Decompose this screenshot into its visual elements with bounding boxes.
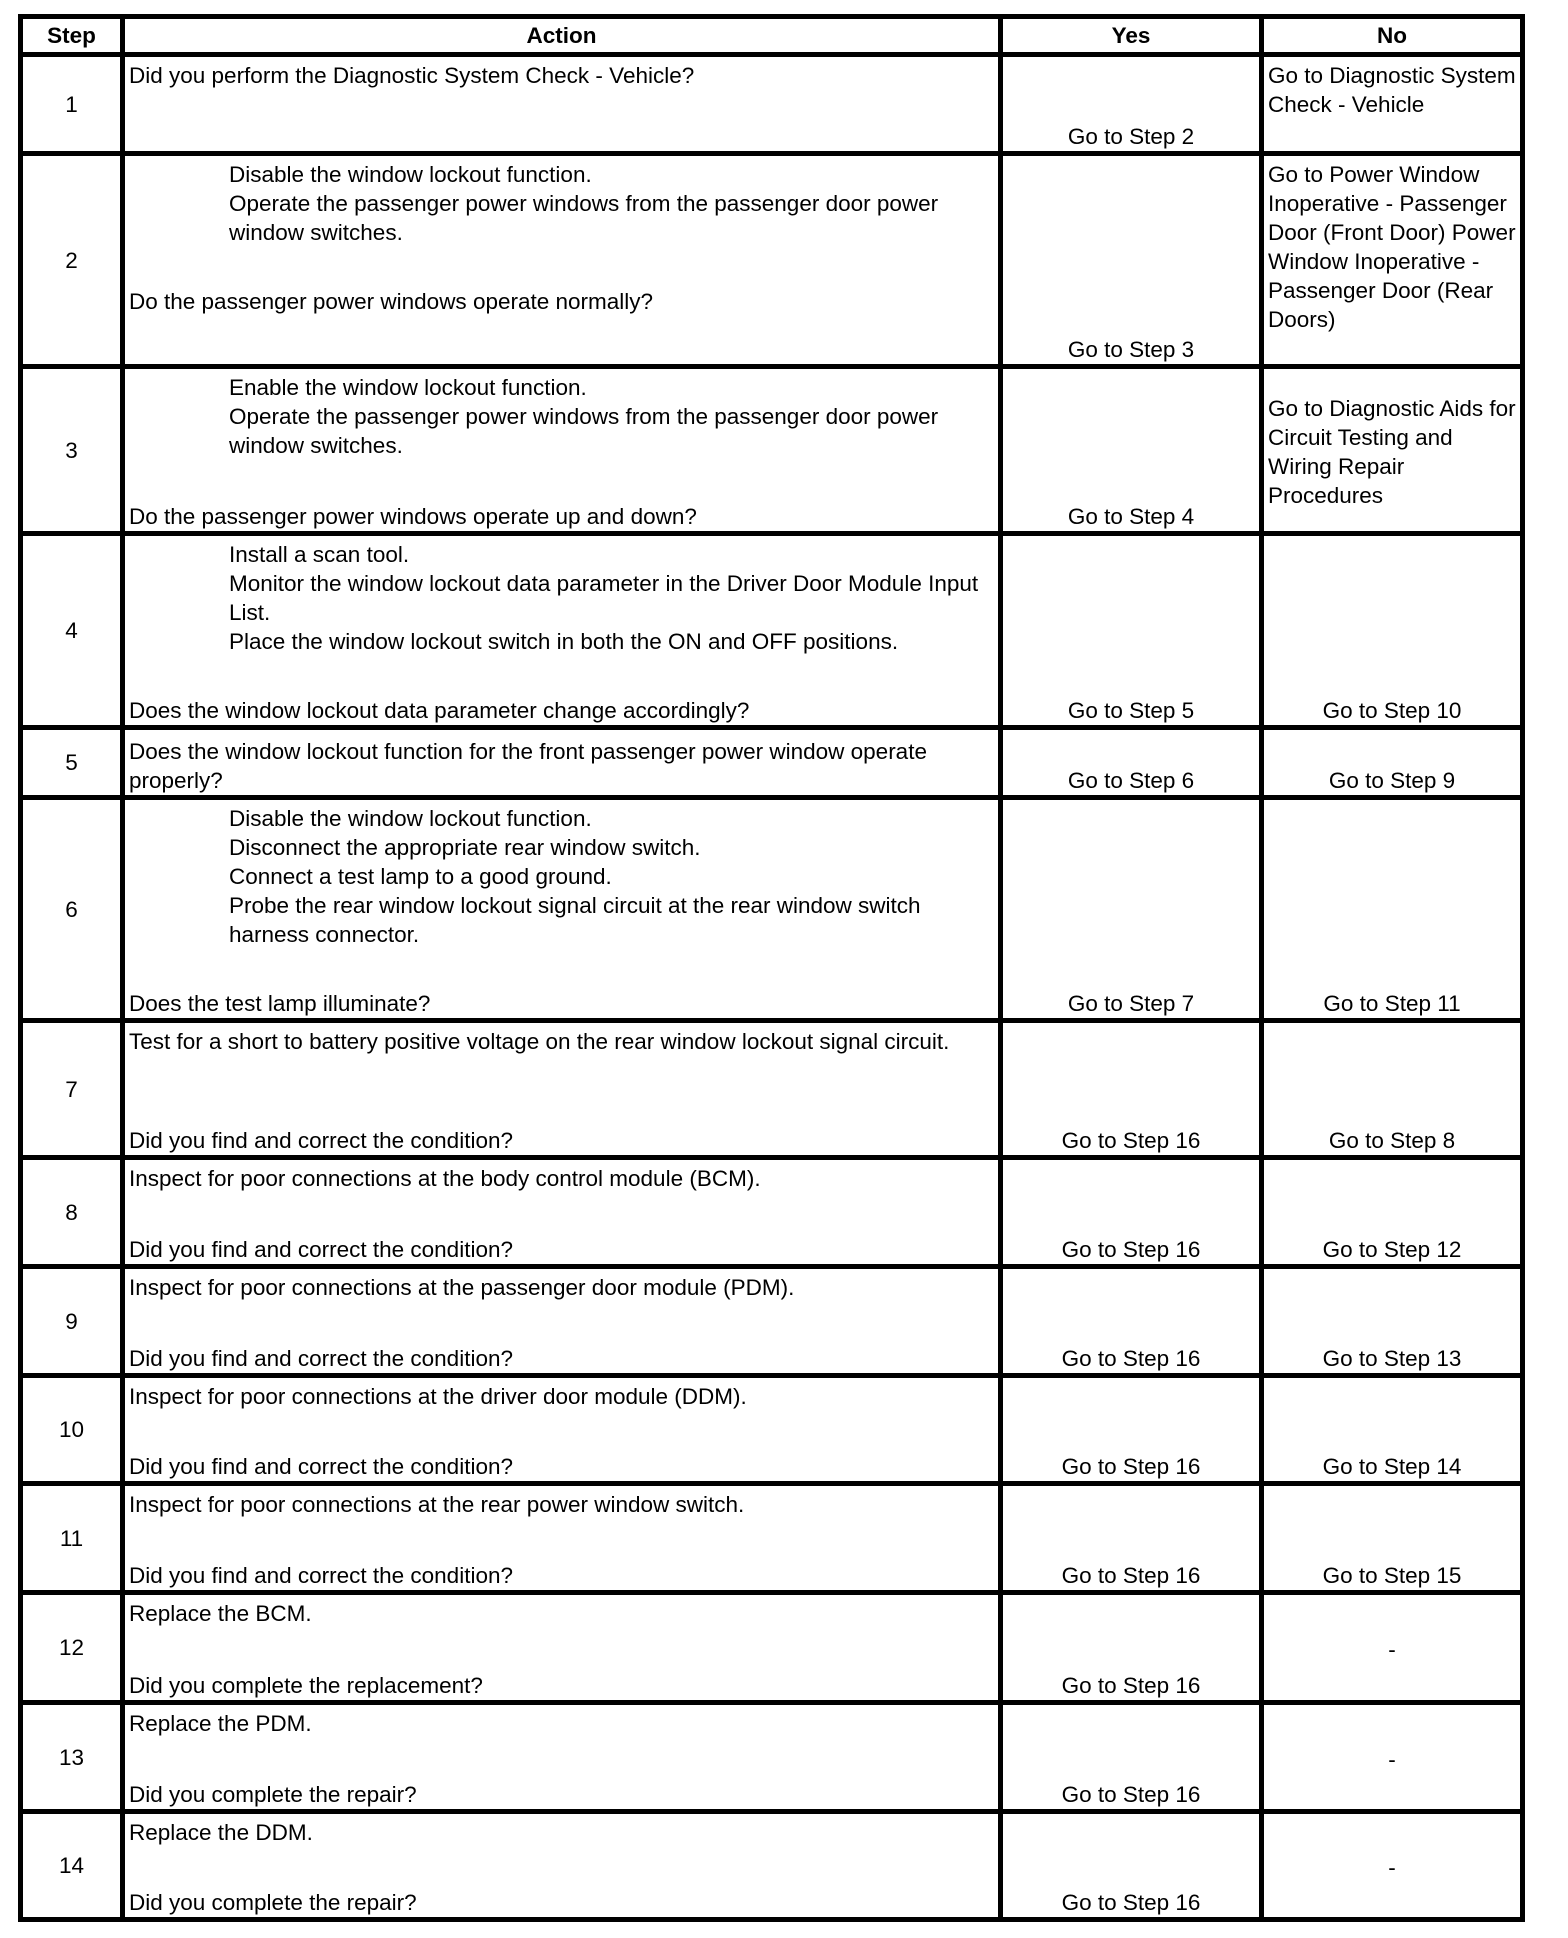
no-cell: [1262, 1593, 1523, 1703]
no-cell: [1262, 728, 1523, 798]
yes-cell: [1001, 1703, 1262, 1812]
header-action: Action: [123, 17, 1001, 55]
no-cell: [1262, 1376, 1523, 1484]
no-cell: [1262, 1158, 1523, 1267]
table-row: [21, 728, 1523, 798]
action-question: Did you perform the Diagnostic System Check - Vehicle?: [129, 63, 695, 88]
table-row: [21, 798, 1523, 1021]
action-description: Inspect for poor connections at the body control module (BCM).: [129, 1166, 761, 1191]
step-number: 14: [21, 1812, 123, 1920]
yes-goto-link[interactable]: Go to Step 16: [1061, 1128, 1201, 1153]
no-cell: [1262, 534, 1523, 728]
yes-cell: [1001, 1376, 1262, 1484]
yes-goto-link[interactable]: Go to Step 16: [1061, 1673, 1201, 1698]
table-body: [21, 55, 1523, 1920]
action-cell: [123, 1703, 1001, 1812]
action-cell: [123, 367, 1001, 534]
table-row: [21, 534, 1523, 728]
step-number: 4: [21, 534, 123, 728]
action-question: Did you find and correct the condition?: [129, 1237, 513, 1262]
step-number: 7: [21, 1021, 123, 1158]
action-cell: [123, 1593, 1001, 1703]
yes-goto-link[interactable]: Go to Step 16: [1061, 1454, 1201, 1479]
action-cell: [123, 1267, 1001, 1376]
yes-goto-link[interactable]: Go to Step 16: [1061, 1237, 1201, 1262]
no-cell: [1262, 154, 1523, 367]
action-cell: [123, 534, 1001, 728]
instruction-item: Disable the window lockout function.: [229, 162, 592, 187]
action-description: Inspect for poor connections at the driver door module (DDM).: [129, 1384, 747, 1409]
action-description: Test for a short to battery positive voltage on the rear window lockout signal circuit.: [129, 1029, 950, 1054]
action-question: Did you complete the replacement?: [129, 1673, 483, 1698]
no-not-applicable: -: [1388, 1637, 1396, 1662]
no-cell: [1262, 798, 1523, 1021]
no-goto-link[interactable]: Go to Diagnostic Aids for Circuit Testing and Wiring Repair Procedures: [1268, 396, 1516, 508]
yes-goto-link[interactable]: Go to Step 6: [1067, 768, 1195, 793]
action-question: Do the passenger power windows operate up and down?: [129, 504, 697, 529]
instruction-item: Operate the passenger power windows from the passenger door power window switches.: [229, 404, 945, 458]
step-number: 13: [21, 1703, 123, 1812]
instruction-item: Enable the window lockout function.: [229, 375, 587, 400]
action-description: Inspect for poor connections at the rear power window switch.: [129, 1492, 745, 1517]
yes-goto-link[interactable]: Go to Step 16: [1061, 1563, 1201, 1588]
step-number: 6: [21, 798, 123, 1021]
no-cell: [1262, 1484, 1523, 1593]
no-goto-link[interactable]: Go to Step 12: [1322, 1237, 1462, 1262]
no-goto-link[interactable]: Go to Step 9: [1328, 768, 1456, 793]
header-yes: Yes: [1001, 17, 1262, 55]
yes-cell: [1001, 1267, 1262, 1376]
action-cell: [123, 798, 1001, 1021]
action-description: Inspect for poor connections at the passenger door module (PDM).: [129, 1275, 795, 1300]
table-row: [21, 1376, 1523, 1484]
yes-goto-link[interactable]: Go to Step 16: [1061, 1346, 1201, 1371]
no-cell: [1262, 1703, 1523, 1812]
action-cell: [123, 1158, 1001, 1267]
step-number: 10: [21, 1376, 123, 1484]
no-goto-link[interactable]: Go to Step 8: [1328, 1128, 1456, 1153]
table-row: [21, 1021, 1523, 1158]
diagnostic-table: [18, 14, 1525, 1922]
yes-cell: [1001, 154, 1262, 367]
yes-goto-link[interactable]: Go to Step 4: [1067, 504, 1195, 529]
no-goto-link[interactable]: Go to Step 10: [1322, 698, 1462, 723]
table-row: [21, 1812, 1523, 1920]
action-question: Did you complete the repair?: [129, 1782, 417, 1807]
action-cell: [123, 55, 1001, 154]
yes-goto-link[interactable]: Go to Step 16: [1061, 1890, 1201, 1915]
action-description: Replace the BCM.: [129, 1601, 312, 1626]
instruction-list: [129, 373, 994, 460]
action-question: Does the window lockout data parameter change accordingly?: [129, 698, 750, 723]
action-question: Does the window lockout function for the front passenger power window operate properly?: [129, 739, 934, 793]
no-cell: [1262, 1267, 1523, 1376]
instruction-item: Connect a test lamp to a good ground.: [229, 864, 612, 889]
no-goto-link[interactable]: Go to Step 15: [1322, 1563, 1462, 1588]
step-number: 3: [21, 367, 123, 534]
action-cell: [123, 1376, 1001, 1484]
yes-cell: [1001, 1593, 1262, 1703]
table-row: [21, 1593, 1523, 1703]
no-goto-link[interactable]: Go to Diagnostic System Check - Vehicle: [1268, 63, 1516, 117]
instruction-list: [129, 540, 994, 656]
instruction-item: Disable the window lockout function.: [229, 806, 592, 831]
action-description: Replace the PDM.: [129, 1711, 312, 1736]
action-cell: [123, 154, 1001, 367]
no-not-applicable: -: [1388, 1746, 1396, 1772]
step-number: 12: [21, 1593, 123, 1703]
action-cell: [123, 1021, 1001, 1158]
no-cell: [1262, 367, 1523, 534]
yes-cell: [1001, 1812, 1262, 1920]
yes-goto-link[interactable]: Go to Step 3: [1067, 337, 1195, 362]
action-cell: [123, 1812, 1001, 1920]
instruction-item: Disconnect the appropriate rear window switch.: [229, 835, 701, 860]
action-question: Does the test lamp illuminate?: [129, 991, 431, 1016]
step-number: 2: [21, 154, 123, 367]
no-goto-link[interactable]: Go to Step 13: [1322, 1346, 1462, 1371]
yes-goto-link[interactable]: Go to Step 2: [1067, 124, 1195, 149]
action-question: Did you find and correct the condition?: [129, 1346, 513, 1371]
yes-goto-link[interactable]: Go to Step 16: [1061, 1782, 1201, 1807]
instruction-item: Install a scan tool.: [229, 542, 410, 567]
instruction-list: [129, 160, 994, 247]
instruction-item: Probe the rear window lockout signal circuit at the rear window switch harness connector.: [229, 893, 927, 947]
instruction-item: Monitor the window lockout data parameter in the Driver Door Module Input List.: [229, 571, 985, 625]
step-number: 1: [21, 55, 123, 154]
step-number: 11: [21, 1484, 123, 1593]
action-description: Replace the DDM.: [129, 1820, 313, 1845]
no-goto-link[interactable]: Go to Step 14: [1322, 1454, 1462, 1479]
table-row: [21, 1158, 1523, 1267]
step-number: 8: [21, 1158, 123, 1267]
instruction-item: Place the window lockout switch in both the ON and OFF positions.: [229, 629, 899, 654]
table-row: [21, 367, 1523, 534]
table-row: [21, 55, 1523, 154]
table-row: [21, 1267, 1523, 1376]
action-question: Did you find and correct the condition?: [129, 1128, 513, 1153]
yes-cell: [1001, 55, 1262, 154]
action-question: Did you find and correct the condition?: [129, 1563, 513, 1588]
no-goto-link[interactable]: Go to Step 11: [1323, 991, 1461, 1016]
yes-cell: [1001, 1484, 1262, 1593]
yes-cell: [1001, 728, 1262, 798]
header-step: Step: [21, 17, 123, 55]
action-question: Did you find and correct the condition?: [129, 1454, 513, 1479]
yes-cell: [1001, 534, 1262, 728]
no-goto-link[interactable]: Go to Power Window Inoperative - Passenger Door (Front Door) Power Window Inoperative - Passenger Door (Rear Doors): [1268, 162, 1516, 332]
no-cell: [1262, 1021, 1523, 1158]
action-cell: [123, 1484, 1001, 1593]
header-no: No: [1262, 17, 1523, 55]
table-row: [21, 154, 1523, 367]
yes-cell: [1001, 367, 1262, 534]
diagnostic-table-container: [18, 14, 1520, 1922]
yes-cell: [1001, 1021, 1262, 1158]
action-cell: [123, 728, 1001, 798]
yes-cell: [1001, 1158, 1262, 1267]
table-row: [21, 1484, 1523, 1593]
table-header-row: [21, 17, 1523, 55]
no-cell: [1262, 1812, 1523, 1920]
action-question: Do the passenger power windows operate normally?: [129, 289, 654, 314]
no-not-applicable: -: [1388, 1855, 1396, 1880]
step-number: 5: [21, 728, 123, 798]
table-row: [21, 1703, 1523, 1812]
yes-goto-link[interactable]: Go to Step 7: [1067, 991, 1195, 1016]
instruction-item: Operate the passenger power windows from the passenger door power window switches.: [229, 191, 945, 245]
instruction-list: [129, 804, 994, 949]
no-cell: [1262, 55, 1523, 154]
yes-cell: [1001, 798, 1262, 1021]
action-question: Did you complete the repair?: [129, 1890, 417, 1915]
yes-goto-link[interactable]: Go to Step 5: [1067, 698, 1195, 723]
step-number: 9: [21, 1267, 123, 1376]
